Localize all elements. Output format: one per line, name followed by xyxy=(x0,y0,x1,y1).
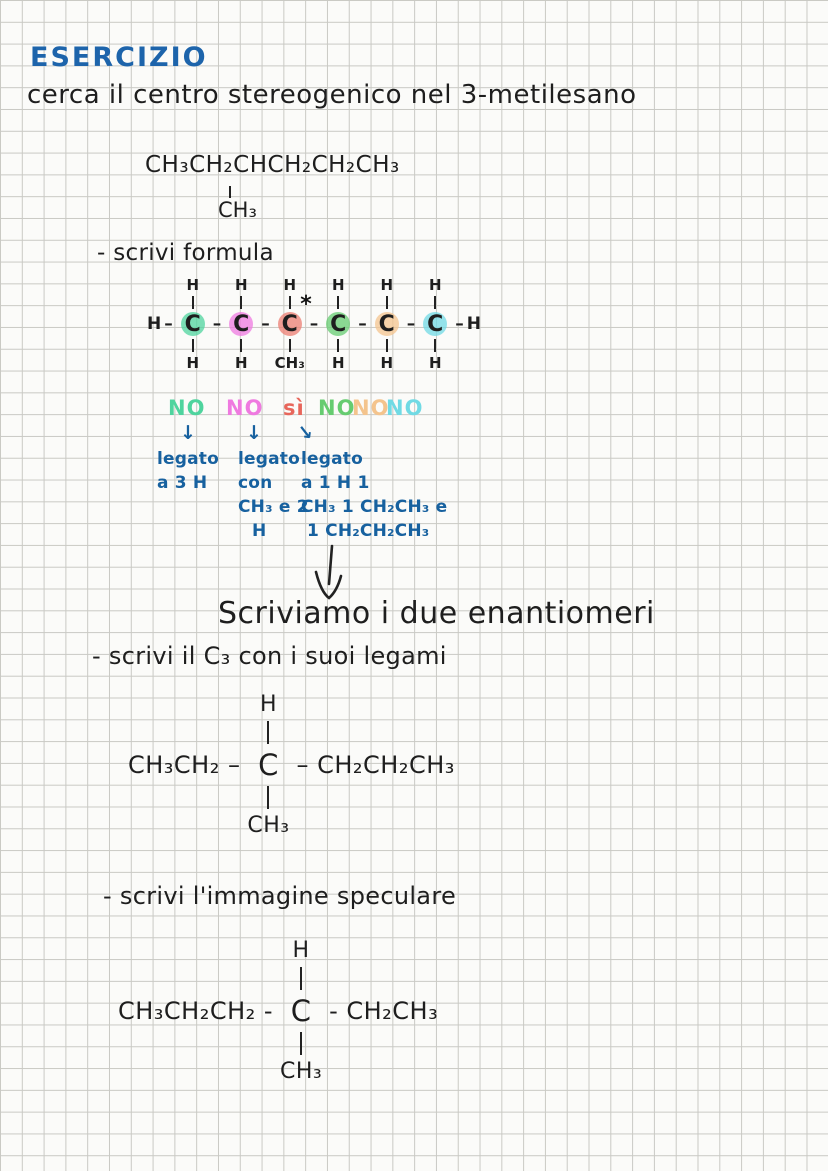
condensed-formula-branch: CH₃ xyxy=(218,198,257,222)
bond-horizontal: – xyxy=(261,314,270,334)
hydrogen-bottom-label: H xyxy=(234,354,248,372)
bond-vertical-icon xyxy=(434,296,436,309)
note-c2-bonds xyxy=(238,447,309,543)
carbon-unit-4 xyxy=(320,276,356,372)
conclusion-text: Scriviamo i due enantiomeri xyxy=(218,596,655,631)
note-line: a 1 H 1 xyxy=(301,473,370,493)
carbon-symbol: C xyxy=(427,311,444,337)
carbon-unit-6 xyxy=(417,276,453,372)
step-write-mirror: - scrivi l'immagine speculare xyxy=(103,882,457,910)
propyl-group-label: – CH₂CH₂CH₃ xyxy=(296,751,455,779)
hydrogen-top-label: H xyxy=(283,276,297,294)
bond-vertical-icon xyxy=(192,296,194,309)
arrow-down-icon: ↓ xyxy=(180,422,196,444)
bond-horizontal: – xyxy=(406,314,416,334)
note-line: CH₃ e 2 xyxy=(238,497,309,517)
note-line: H xyxy=(252,521,267,541)
step-write-formula: - scrivi formula xyxy=(97,240,274,266)
carbon-unit-5 xyxy=(369,276,405,372)
bond-horizontal: – xyxy=(455,314,464,334)
bond-vertical-icon xyxy=(386,339,388,352)
hydrogen-top-label: H xyxy=(331,276,345,294)
hydrogen-top-label: H xyxy=(428,276,442,294)
page-title: ESERCIZIO xyxy=(30,42,208,73)
condensed-formula-chain: CH₃CH₂CHCH₂CH₂CH₃ xyxy=(145,152,400,178)
verdict-c3: sì xyxy=(283,396,305,420)
bond-cell xyxy=(240,782,296,813)
bond-horizontal: – xyxy=(309,314,319,334)
bond-vertical-icon xyxy=(229,186,231,198)
carbon-atom xyxy=(180,311,206,337)
carbon-unit-3-stereocenter xyxy=(272,276,312,372)
carbon-symbol: C xyxy=(184,311,201,337)
bond-cell xyxy=(240,717,296,748)
enantiomer-2-structure xyxy=(118,938,438,1084)
hydrogen-bottom-label: H xyxy=(186,354,200,372)
bond-vertical-icon xyxy=(434,339,436,352)
methyl-bottom-label: CH₃ xyxy=(247,813,290,838)
exercise-task-text: cerca il centro stereogenico nel 3-metilesano xyxy=(27,80,637,110)
bond-vertical-icon xyxy=(300,967,302,990)
step-write-c3: - scrivi il C₃ con i suoi legami xyxy=(92,642,447,670)
hydrogen-right-label: H xyxy=(466,314,481,334)
hydrogen-top-label: H xyxy=(259,692,277,717)
carbon-symbol: C xyxy=(233,311,250,337)
bond-vertical-icon xyxy=(192,339,194,352)
bond-vertical-icon xyxy=(386,296,388,309)
verdict-c5: NO xyxy=(352,396,390,420)
note-line: CH₃ 1 CH₂CH₃ e xyxy=(301,497,448,517)
bond-cell xyxy=(273,963,329,994)
note-line: a 3 H xyxy=(157,473,208,493)
verdict-c6: NO xyxy=(386,396,424,420)
bond-vertical-icon xyxy=(267,721,269,744)
methyl-bottom-label: CH₃ xyxy=(279,1059,323,1084)
carbon-unit-2 xyxy=(223,276,259,372)
note-line: legato xyxy=(157,449,220,469)
bond-horizontal: – xyxy=(164,314,173,334)
carbon-atom xyxy=(277,311,303,337)
hydrogen-top-label: H xyxy=(380,276,394,294)
bond-vertical-icon xyxy=(267,786,269,809)
big-arrow-down-icon xyxy=(308,544,350,604)
note-line: con xyxy=(238,473,273,493)
hydrogen-bottom-label: H xyxy=(331,354,345,372)
note-line: legato xyxy=(238,449,301,469)
carbon-symbol: C xyxy=(330,311,347,337)
bond-vertical-icon xyxy=(337,296,339,309)
propyl-group-label: CH₃CH₂CH₂ - xyxy=(118,997,274,1025)
carbon-unit-1 xyxy=(175,276,211,372)
central-carbon-label: C xyxy=(290,994,312,1028)
carbon-atom xyxy=(228,311,254,337)
arrow-down-icon: ↓ xyxy=(246,422,262,444)
note-line: legato xyxy=(301,449,364,469)
carbon-atom xyxy=(325,311,351,337)
bond-vertical-icon xyxy=(300,1032,302,1055)
verdict-c4: NO xyxy=(318,396,356,420)
arrow-down-icon: ↓ xyxy=(292,419,320,447)
hydrogen-left-label: H xyxy=(147,314,162,334)
bond-horizontal: – xyxy=(212,314,222,334)
central-carbon-label: C xyxy=(258,748,279,782)
structural-formula xyxy=(146,276,482,372)
enantiomer-1-structure xyxy=(128,692,455,838)
note-c1-bonds xyxy=(157,447,219,495)
bond-vertical-icon xyxy=(337,339,339,352)
bond-vertical-icon xyxy=(289,339,291,352)
bond-vertical-icon xyxy=(240,339,242,352)
stereocenter-asterisk: * xyxy=(300,292,312,317)
note-c3-bonds xyxy=(301,447,447,543)
bond-vertical-icon xyxy=(240,296,242,309)
bond-vertical-icon xyxy=(289,296,291,309)
hydrogen-top-label: H xyxy=(234,276,248,294)
carbon-symbol: C xyxy=(378,311,395,337)
hydrogen-top-label: H xyxy=(292,938,310,963)
ethyl-group-label: - CH₂CH₃ xyxy=(329,997,439,1025)
verdict-c2: NO xyxy=(226,396,264,420)
methyl-bottom-label: CH₃ xyxy=(274,354,305,372)
hydrogen-bottom-label: H xyxy=(380,354,394,372)
bond-cell xyxy=(273,1028,329,1059)
hydrogen-bottom-label: H xyxy=(428,354,442,372)
carbon-atom xyxy=(374,311,400,337)
carbon-atom xyxy=(422,311,448,337)
bond-horizontal: – xyxy=(358,314,367,334)
hydrogen-top-label: H xyxy=(186,276,200,294)
ethyl-group-label: CH₃CH₂ – xyxy=(128,751,241,779)
carbon-symbol: C xyxy=(281,311,298,337)
verdict-c1: NO xyxy=(168,396,206,420)
note-line: 1 CH₂CH₂CH₃ xyxy=(307,521,430,541)
